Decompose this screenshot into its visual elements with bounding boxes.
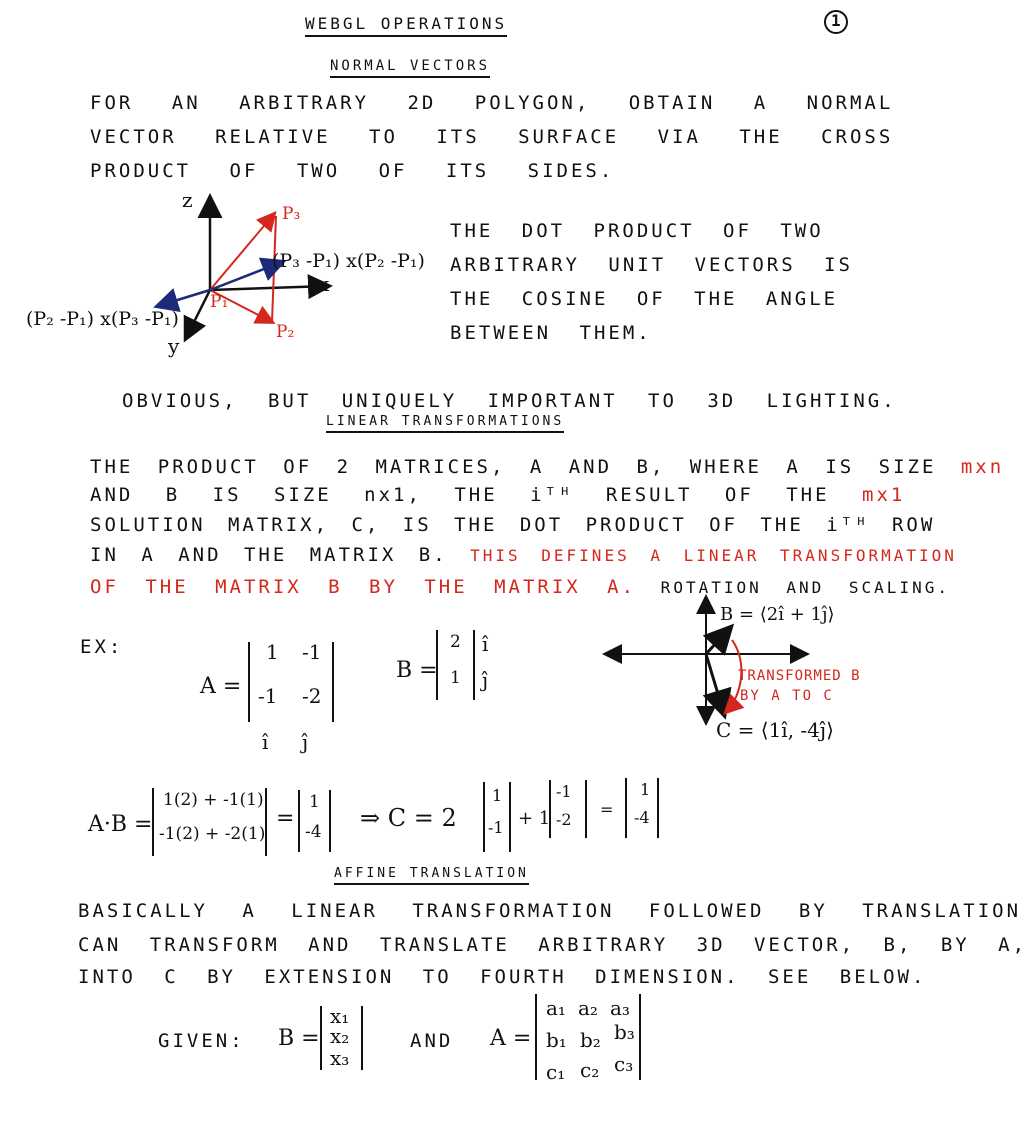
affine-line-2: CAN TRANSFORM AND TRANSLATE ARBITRARY 3D VECTOR, B, BY A, [78,934,1027,956]
page-number: 1 [831,11,841,30]
ab-row-2: -1(2) + -2(1) [159,824,266,844]
cross-product-a: (P₃ -P₁) x(P₂ -P₁) [272,250,425,272]
hat-j: ĵ [302,730,309,754]
normal-line-3: PRODUCT OF TWO OF ITS SIDES. [90,160,615,182]
dot-line-3: THE COSINE OF THE ANGLE [450,288,839,310]
linear-line-4: IN A AND THE MATRIX B. THIS DEFINES A LINEAR TRANSFORMATION [90,544,957,566]
section-heading-normal: NORMAL VECTORS [330,58,490,78]
implies-c-expression: ⇒ C = 2 [360,804,457,832]
dot-line-2: ARBITRARY UNIT VECTORS IS [450,254,853,276]
linear-line-2: AND B IS SIZE nx1, THE iᵀᴴ RESULT OF THE mx1 [90,484,906,506]
p2-label: P₂ [276,322,295,342]
and-label: AND [410,1030,454,1052]
affine-b-cell: x₁ [330,1004,350,1028]
affine-line-1: BASICALLY A LINEAR TRANSFORMATION FOLLOWED BY TRANSLATION [78,900,1022,922]
ab-label: A·B = [88,812,153,837]
affine-a-cell: a₁ [546,996,566,1020]
affine-a-cell: c₁ [546,1060,566,1084]
example-label: EX: [80,636,124,658]
matrix-a-cell: 1 [266,640,279,664]
dot-line-1: THE DOT PRODUCT OF TWO [450,220,824,242]
affine-a-cell: b₃ [614,1020,635,1044]
matrix-a-cell: -1 [302,640,322,664]
plus-one: + 1 [518,808,551,829]
ab-result-cell: 1 [309,792,320,812]
graph-c-label: C = ⟨1î, -4ĵ⟩ [716,718,834,742]
normal-line-1: FOR AN ARBITRARY 2D POLYGON, OBTAIN A NORMAL [90,92,894,114]
cross-product-b: (P₂ -P₁) x(P₃ -P₁) [26,308,179,330]
affine-a-cell: a₃ [610,996,630,1020]
section-heading-affine: AFFINE TRANSLATION [334,866,529,885]
equals-sign: = [600,800,614,819]
graph-transform-label-1: TRANSFORMED B [738,668,861,684]
affine-a-label: A = [490,1026,532,1051]
matrix-a-label: A = [200,674,242,699]
ab-result-cell: -4 [305,822,322,842]
given-label: GIVEN: [158,1030,245,1052]
affine-b-cell: x₃ [330,1046,350,1070]
y-axis-label: y [168,334,180,358]
hat-i: î [482,632,489,656]
ab-row-1: 1(2) + -1(1) [163,790,264,810]
matrix-a-cell: -1 [258,684,278,708]
vector-c [706,654,724,714]
vector-b [706,628,730,654]
section-heading-linear: LINEAR TRANSFORMATIONS [326,414,564,433]
col1-cell: -1 [488,818,504,837]
affine-a-cell: c₃ [614,1052,634,1076]
hat-j: ĵ [482,668,489,692]
linear-line-3: SOLUTION MATRIX, C, IS THE DOT PRODUCT OF THE iᵀᴴ ROW [90,514,936,536]
affine-b-cell: x₂ [330,1024,350,1048]
dot-line-4: BETWEEN THEM. [450,322,652,344]
col3-cell: -4 [634,808,650,827]
x-axis-label: x [318,272,330,296]
affine-a-cell: c₂ [580,1058,600,1082]
graph-transform-label-2: BY A TO C [740,688,834,704]
col1-cell: 1 [492,786,503,805]
equals-sign: = [276,806,295,831]
affine-b-label: B = [278,1026,320,1051]
matrix-b-label: B = [396,658,438,683]
affine-a-cell: b₁ [546,1028,567,1052]
affine-a-cell: b₂ [580,1028,601,1052]
matrix-b-cell: 1 [450,668,461,688]
p1-label: P₁ [210,292,229,312]
p3-label: P₃ [282,204,301,224]
col3-cell: 1 [640,780,651,799]
hat-i: î [262,730,269,754]
affine-line-3: INTO C BY EXTENSION TO FOURTH DIMENSION. SEE BELOW. [78,966,927,988]
obvious-note: OBVIOUS, BUT UNIQUELY IMPORTANT TO 3D LIGHTING. [122,390,897,412]
graph-b-label: B = ⟨2î + 1ĵ⟩ [720,604,835,625]
affine-a-cell: a₂ [578,996,598,1020]
x-axis-line [210,286,328,290]
normal-line-2: VECTOR RELATIVE TO ITS SURFACE VIA THE CROSS [90,126,894,148]
matrix-b-cell: 2 [450,632,461,652]
page-title: WEBGL OPERATIONS [305,14,507,37]
linear-line-1: THE PRODUCT OF 2 MATRICES, A AND B, WHERE A IS SIZE mxn [90,456,1005,478]
col2-cell: -2 [556,810,572,829]
linear-line-5: OF THE MATRIX B BY THE MATRIX A. ROTATION AND SCALING. [90,576,950,598]
z-axis-label: z [182,188,193,212]
col2-cell: -1 [556,782,572,801]
matrix-a-cell: -2 [302,684,322,708]
